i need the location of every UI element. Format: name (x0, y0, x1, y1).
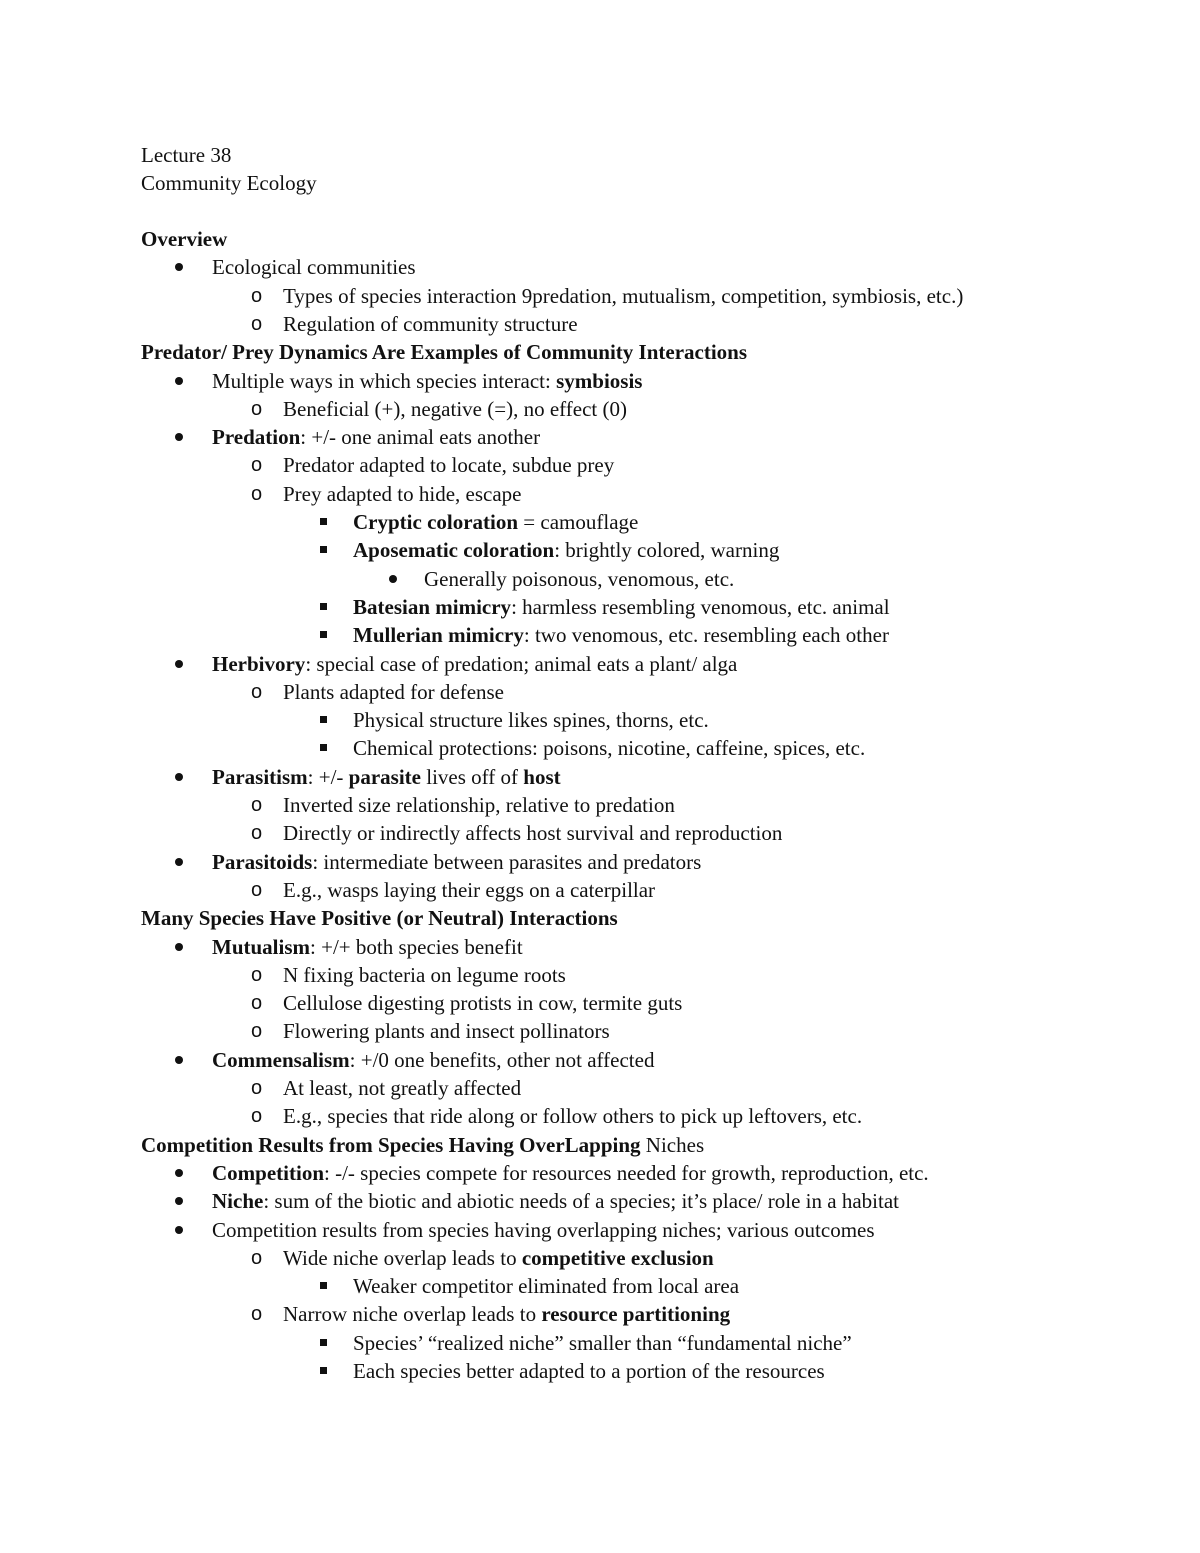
bullet-circle-icon: o (251, 1105, 263, 1128)
bullet-disc-icon (175, 773, 183, 781)
text-run: Types of species interaction 9predation, mutualism, competition, symbiosis, etc.) (283, 283, 964, 308)
outline-item-level-3 (0, 621, 1200, 649)
outline-text (353, 734, 865, 762)
bold-term: Aposematic coloration (353, 538, 555, 563)
bold-term: Niche (212, 1189, 264, 1214)
outline-item-level-3 (0, 734, 1200, 762)
outline-item-level-3 (0, 508, 1200, 536)
outline-item-level-2 (0, 961, 1200, 989)
text-run: Predator adapted to locate, subdue prey (283, 453, 615, 478)
bullet-circle-icon: o (251, 992, 263, 1015)
outline-item-level-1 (0, 848, 1200, 876)
text-run: Weaker competitor eliminated from local area (353, 1274, 740, 1299)
outline-text (141, 225, 227, 253)
bold-term: Competition Results from Species Having OverLapping (141, 1132, 641, 1157)
text-run: = camouflage (518, 510, 639, 534)
text-run: Chemical protections: poisons, nicotine, caffeine, spices, etc. (353, 736, 866, 761)
outline-item-level-2 (0, 282, 1200, 310)
bullet-disc-icon (389, 575, 397, 583)
outline-text (283, 480, 522, 508)
outline-item-level-1 (0, 1046, 1200, 1074)
outline-text (283, 310, 578, 338)
bold-term: Competition (212, 1160, 324, 1185)
outline-item-level-1 (0, 423, 1200, 451)
text-run: E.g., species that ride along or follow others to pick up leftovers, etc. (283, 1104, 863, 1129)
outline-item-level-2 (0, 819, 1200, 847)
outline-text (353, 1357, 825, 1385)
outline-text (283, 791, 675, 819)
outline-text (283, 1244, 714, 1272)
outline-text (353, 706, 709, 734)
bullet-circle-icon: o (251, 680, 263, 703)
outline-text (212, 1187, 899, 1215)
bold-term: Predator/ Prey Dynamics Are Examples of Community Interactions (141, 340, 748, 365)
outline-item-level-1 (0, 1187, 1200, 1215)
text-run: : two venomous, etc. resembling each other (523, 623, 889, 648)
bullet-square-icon (320, 716, 327, 723)
outline-text (283, 678, 504, 706)
text-run: : -/- species compete for resources needed for growth, reproduction, etc. (324, 1160, 929, 1185)
bold-term: Mullerian mimicry (353, 623, 524, 648)
outline-item-level-1 (0, 367, 1200, 395)
bullet-circle-icon: o (251, 878, 263, 901)
text-run: Inverted size relationship, relative to predation (283, 793, 675, 817)
text-run: Beneficial (+), negative (=), no effect (0) (283, 396, 627, 421)
bold-term: Herbivory (212, 651, 306, 676)
text-run: : +/- one animal eats another (300, 425, 541, 450)
text-run: Flowering plants and insect pollinators (283, 1019, 610, 1044)
outline-item-level-3 (0, 536, 1200, 564)
bullet-square-icon (320, 631, 327, 638)
text-run: E.g., wasps laying their eggs on a caterpillar (283, 877, 656, 902)
outline-item-level-1 (0, 933, 1200, 961)
outline-text (424, 565, 734, 593)
text-run: Physical structure likes spines, thorns, etc. (353, 708, 709, 733)
outline-text (353, 508, 638, 536)
text-run: Narrow niche overlap leads to (283, 1302, 542, 1327)
text-run: : special case of predation; animal eats a plant/ alga (305, 651, 738, 676)
bold-term: Batesian mimicry (353, 594, 512, 619)
bullet-square-icon (320, 546, 327, 553)
bold-term: Parasitism (212, 764, 308, 789)
outline-text (212, 1216, 875, 1244)
bullet-circle-icon: o (251, 822, 263, 845)
outline-item-level-2 (0, 678, 1200, 706)
bullet-circle-icon: o (251, 1077, 263, 1099)
bullet-circle-icon: o (251, 1303, 263, 1326)
bullet-disc-icon (175, 377, 183, 385)
text-run: N fixing bacteria on legume roots (283, 962, 566, 987)
outline-text (353, 593, 890, 621)
bullet-square-icon (320, 744, 327, 751)
bullet-disc-icon (175, 433, 183, 441)
bullet-circle-icon: o (251, 794, 263, 816)
outline-text (283, 1074, 521, 1102)
outline-item-level-3 (0, 593, 1200, 621)
outline-text (353, 1272, 739, 1300)
bullet-circle-icon: o (251, 963, 263, 986)
section-heading (0, 338, 1200, 366)
outline-item-level-1 (0, 1216, 1200, 1244)
outline-text (353, 536, 779, 564)
outline-item-level-2 (0, 480, 1200, 508)
outline-text (141, 1131, 704, 1159)
section-heading (0, 225, 1200, 253)
outline-text (283, 1300, 730, 1328)
outline-text (212, 848, 701, 876)
text-run: At least, not greatly affected (283, 1076, 522, 1100)
outline-item-level-1 (0, 650, 1200, 678)
bold-term: Overview (141, 227, 228, 251)
text-run: : +/- (307, 764, 349, 789)
bullet-disc-icon (175, 1226, 183, 1234)
bullet-square-icon (320, 518, 327, 525)
text-run: : intermediate between parasites and predators (312, 849, 702, 874)
text-run: Niches (640, 1132, 705, 1157)
bullet-square-icon (320, 603, 327, 610)
bullet-disc-icon (175, 263, 183, 271)
outline-text (353, 621, 889, 649)
outline-item-level-2 (0, 310, 1200, 338)
outline-text (283, 989, 682, 1017)
section-heading (0, 904, 1200, 932)
bullet-circle-icon: o (251, 1246, 263, 1269)
bullet-circle-icon: o (251, 397, 263, 420)
outline-item-level-2 (0, 989, 1200, 1017)
outline-text (212, 763, 561, 791)
outline-text (283, 819, 782, 847)
bold-term: host (523, 764, 561, 789)
outline-item-level-2 (0, 1017, 1200, 1045)
bullet-disc-icon (175, 1056, 183, 1064)
outline-item-level-2 (0, 1300, 1200, 1328)
text-run: Plants adapted for defense (283, 679, 505, 704)
outline-text (212, 423, 540, 451)
outline-item-level-2 (0, 451, 1200, 479)
text-run: Wide niche overlap leads to (283, 1245, 522, 1270)
bullet-circle-icon: o (251, 312, 263, 335)
outline-item-level-2 (0, 876, 1200, 904)
outline-text (353, 1329, 852, 1357)
bullet-circle-icon: o (251, 482, 263, 505)
bold-term: Cryptic coloration (353, 510, 519, 534)
bold-term: parasite (348, 764, 421, 789)
bullet-circle-icon: o (251, 1020, 263, 1043)
outline-text (141, 338, 747, 366)
text-run: Regulation of community structure (283, 311, 578, 336)
text-run: Generally poisonous, venomous, etc. (424, 566, 735, 591)
outline-text (283, 1102, 862, 1130)
outline-item-level-1 (0, 763, 1200, 791)
text-run: Directly or indirectly affects host survival and reproduction (283, 821, 783, 846)
outline-text (141, 904, 618, 932)
text-run: : +/0 one benefits, other not affected (349, 1047, 655, 1072)
section-heading (0, 1131, 1200, 1159)
outline-item-level-3 (0, 1329, 1200, 1357)
outline-item-level-3 (0, 1357, 1200, 1385)
text-run: lives off of (421, 764, 524, 789)
bullet-circle-icon: o (251, 454, 263, 477)
outline-text (212, 650, 737, 678)
lecture-number: Lecture 38 (141, 143, 232, 167)
bullet-disc-icon (175, 858, 183, 866)
text-run: Ecological communities (212, 255, 416, 280)
text-run: : brightly colored, warning (554, 538, 780, 563)
text-run: Prey adapted to hide, escape (283, 481, 522, 506)
outline-text (212, 1159, 929, 1187)
bullet-square-icon (320, 1282, 327, 1289)
outline-text (283, 876, 655, 904)
bullet-circle-icon: o (251, 284, 263, 307)
outline-text (212, 1046, 654, 1074)
outline-text (212, 933, 523, 961)
bold-term: competitive exclusion (521, 1245, 714, 1270)
bullet-disc-icon (175, 943, 183, 951)
outline-text (283, 1017, 610, 1045)
bold-term: symbiosis (556, 368, 643, 393)
bullet-disc-icon (175, 660, 183, 668)
outline-item-level-3 (0, 1272, 1200, 1300)
text-run: Each species better adapted to a portion of the resources (353, 1359, 825, 1383)
bullet-disc-icon (175, 1197, 183, 1205)
text-run: : sum of the biotic and abiotic needs of a species; it’s place/ role in a habitat (263, 1189, 899, 1214)
outline-item-level-1 (0, 253, 1200, 281)
outline-item-level-2 (0, 791, 1200, 819)
outline-text (283, 451, 614, 479)
text-run: Competition results from species having overlapping niches; various outcomes (212, 1217, 875, 1242)
bullet-square-icon (320, 1339, 327, 1346)
bold-term: resource partitioning (541, 1302, 731, 1327)
outline-item-level-2 (0, 1244, 1200, 1272)
text-run: : +/+ both species benefit (310, 934, 523, 959)
text-run: Cellulose digesting protists in cow, termite guts (283, 991, 683, 1016)
bold-term: Parasitoids (212, 849, 313, 874)
bold-term: Mutualism (212, 934, 311, 959)
bold-term: Predation (212, 425, 301, 450)
outline-item-level-3 (0, 706, 1200, 734)
outline-text (283, 395, 627, 423)
outline-item-level-1 (0, 1159, 1200, 1187)
outline-item-level-4 (0, 565, 1200, 593)
bullet-square-icon (320, 1367, 327, 1374)
lecture-topic: Community Ecology (141, 171, 317, 195)
bold-term: Commensalism (212, 1047, 350, 1072)
text-run: Species’ “realized niche” smaller than “fundamental niche” (353, 1330, 852, 1355)
outline-item-level-2 (0, 1102, 1200, 1130)
outline-item-level-2 (0, 395, 1200, 423)
outline-item-level-2 (0, 1074, 1200, 1102)
text-run: : harmless resembling venomous, etc. animal (511, 594, 890, 619)
outline-text (283, 282, 963, 310)
outline-text (212, 367, 642, 395)
bold-term: Many Species Have Positive (or Neutral) Interactions (141, 906, 618, 931)
outline-text (212, 253, 416, 281)
outline-text (283, 961, 566, 989)
bullet-disc-icon (175, 1169, 183, 1177)
text-run: Multiple ways in which species interact: (212, 368, 557, 393)
